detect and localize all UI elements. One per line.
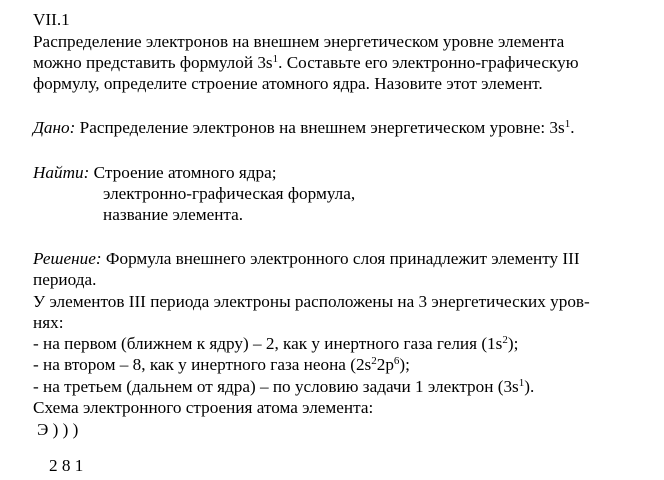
given-text: Распределение электронов на внешнем энергетическом уровне: 3s bbox=[75, 118, 565, 137]
solution-line-6-tail: ); bbox=[399, 355, 410, 374]
section-number: VII.1 bbox=[33, 10, 70, 29]
solution-line-7 bbox=[33, 377, 534, 397]
superscript: 6 bbox=[393, 355, 400, 367]
solution-line-7-tail: ). bbox=[524, 377, 535, 396]
solution-line-8: Схема электронного строения атома элемента: bbox=[33, 398, 374, 417]
given-line bbox=[33, 118, 574, 138]
superscript: 2 bbox=[502, 334, 508, 346]
solution-line-6-text: - на втором – 8, как у инертного газа неона (2s bbox=[33, 355, 372, 374]
solution-label: Решение: bbox=[33, 249, 102, 268]
given-label: Дано: bbox=[33, 118, 76, 137]
solution-line-3: У элементов III периода электроны расположены на 3 энергетических уров- bbox=[33, 292, 590, 311]
find-item-1: Строение атомного ядра; bbox=[89, 163, 277, 182]
solution-line-6-mid: 2p bbox=[376, 355, 394, 374]
atom-scheme: Э ) ) ) bbox=[37, 420, 79, 439]
problem-line-3: формулу, определите строение атомного ядра. Назовите этот элемент. bbox=[33, 74, 543, 93]
superscript: 1 bbox=[564, 118, 571, 130]
solution-line-5-text: - на первом (ближнем к ядру) – 2, как у инертного газа гелия (1s bbox=[33, 334, 503, 353]
solution-line-7-text: - на третьем (дальнем от ядра) – по условию задачи 1 электрон (3s bbox=[33, 377, 519, 396]
find-item-2: электронно-графическая формула, bbox=[103, 184, 356, 203]
problem-line-2-tail: . Составьте его электронно-графическую bbox=[278, 53, 579, 72]
problem-line-1: Распределение электронов на внешнем энергетическом уровне элемента bbox=[33, 32, 565, 51]
superscript: 1 bbox=[518, 377, 525, 389]
find-item-3: название элемента. bbox=[103, 205, 244, 224]
solution-line-6 bbox=[33, 355, 410, 375]
problem-line-2 bbox=[33, 53, 579, 73]
solution-line-5 bbox=[33, 334, 518, 354]
solution-text-1: Формула внешнего электронного слоя принадлежит элементу III bbox=[101, 249, 580, 268]
find-label: Найти: bbox=[33, 163, 90, 182]
superscript: 1 bbox=[272, 53, 279, 65]
solution-line-2: периода. bbox=[33, 270, 97, 289]
electron-counts: 2 8 1 bbox=[49, 456, 84, 475]
given-end: . bbox=[570, 118, 575, 137]
solution-line-5-tail: ); bbox=[507, 334, 519, 353]
superscript: 2 bbox=[371, 355, 377, 367]
problem-line-2-text: можно представить формулой 3s bbox=[33, 53, 273, 72]
solution-line-4: нях: bbox=[33, 313, 64, 332]
find-line bbox=[33, 163, 277, 183]
solution-line-1 bbox=[33, 249, 580, 269]
